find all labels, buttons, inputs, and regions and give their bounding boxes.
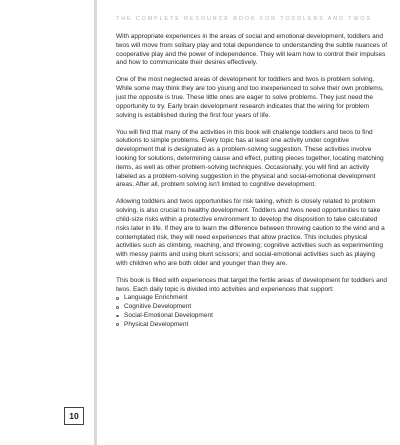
list-item-label: Social-Emotional Development	[124, 312, 213, 320]
paragraph-social-emotional: With appropriate experiences in the areas of social and emotional development, toddlers and twos will move from solitary play and total dependence to understanding the subtle nuances of cooperative play and the power of independence. They will learn how to control their impulses and how to communicate their desires effectively.	[116, 33, 387, 67]
list-item	[116, 321, 388, 330]
running-head: THE COMPLETE RESOURCE BOOK FOR TODDLERS AND TWOS	[116, 16, 372, 22]
list-item-label: Physical Development	[124, 320, 189, 328]
page-number: 10	[69, 411, 79, 421]
bullet-icon	[116, 315, 119, 318]
margin-rule	[94, 0, 97, 445]
list-item-label: Language Enrichment	[124, 294, 188, 302]
list-item	[116, 303, 388, 312]
paragraph-book-overview: This book is filled with experiences that target the fertile areas of development for toddlers and twos. Each daily topic is divided into activities and experiences that support:	[116, 276, 387, 293]
bullet-icon	[116, 297, 119, 300]
page-number-box	[64, 407, 84, 425]
bullet-icon	[116, 306, 119, 309]
list-item	[116, 312, 388, 321]
bullet-icon	[116, 323, 119, 326]
support-list	[116, 294, 388, 329]
paragraph-risk-taking: Allowing toddlers and twos opportunities for risk taking, which is closely related to problem solving, is also crucial to healthy development. Toddlers and twos need opportunities to take child-size risks within a protective environment to develop the disposition to take calculated risks later in life. If they are to learn the difference between throwing caution to the wind and a contemplated risk, they will need experiences that allow practice. This includes physical activities such as climbing, reaching, and throwing; cognitive activities such as experimenting with messy paints and using blunt scissors; and social-emotional activities such as playing with children who are both older and younger than they are.	[116, 198, 385, 267]
list-item	[116, 294, 388, 303]
paragraph-activities: You will find that many of the activities in this book will challenge toddlers and twos to find solutions to simple problems. Every topic has at least one activity under cognitive development that is designated as a problem-solving suggestion. These activities involve looking for solutions, determining cause and effect, putting pieces together, locating matching items, as well as other problem-solving techniques. Occasionally, you will find an activity labeled as a problem-solving suggestion in the physical and social-emotional development areas. After all, problem solving isn't limited to cognitive development.	[116, 128, 384, 189]
body-text	[116, 33, 388, 330]
paragraph-problem-solving: One of the most neglected areas of development for toddlers and twos is problem solving. While some may think they are too young and too inexperienced to solve their own problems, just the opposite is true. These little ones are eager to solve problems. They just need the opportunity to try. Early brain development research indicates that the wiring for problem solving is established during the first four years of life.	[116, 76, 384, 119]
list-item-label: Cognitive Development	[124, 303, 192, 311]
